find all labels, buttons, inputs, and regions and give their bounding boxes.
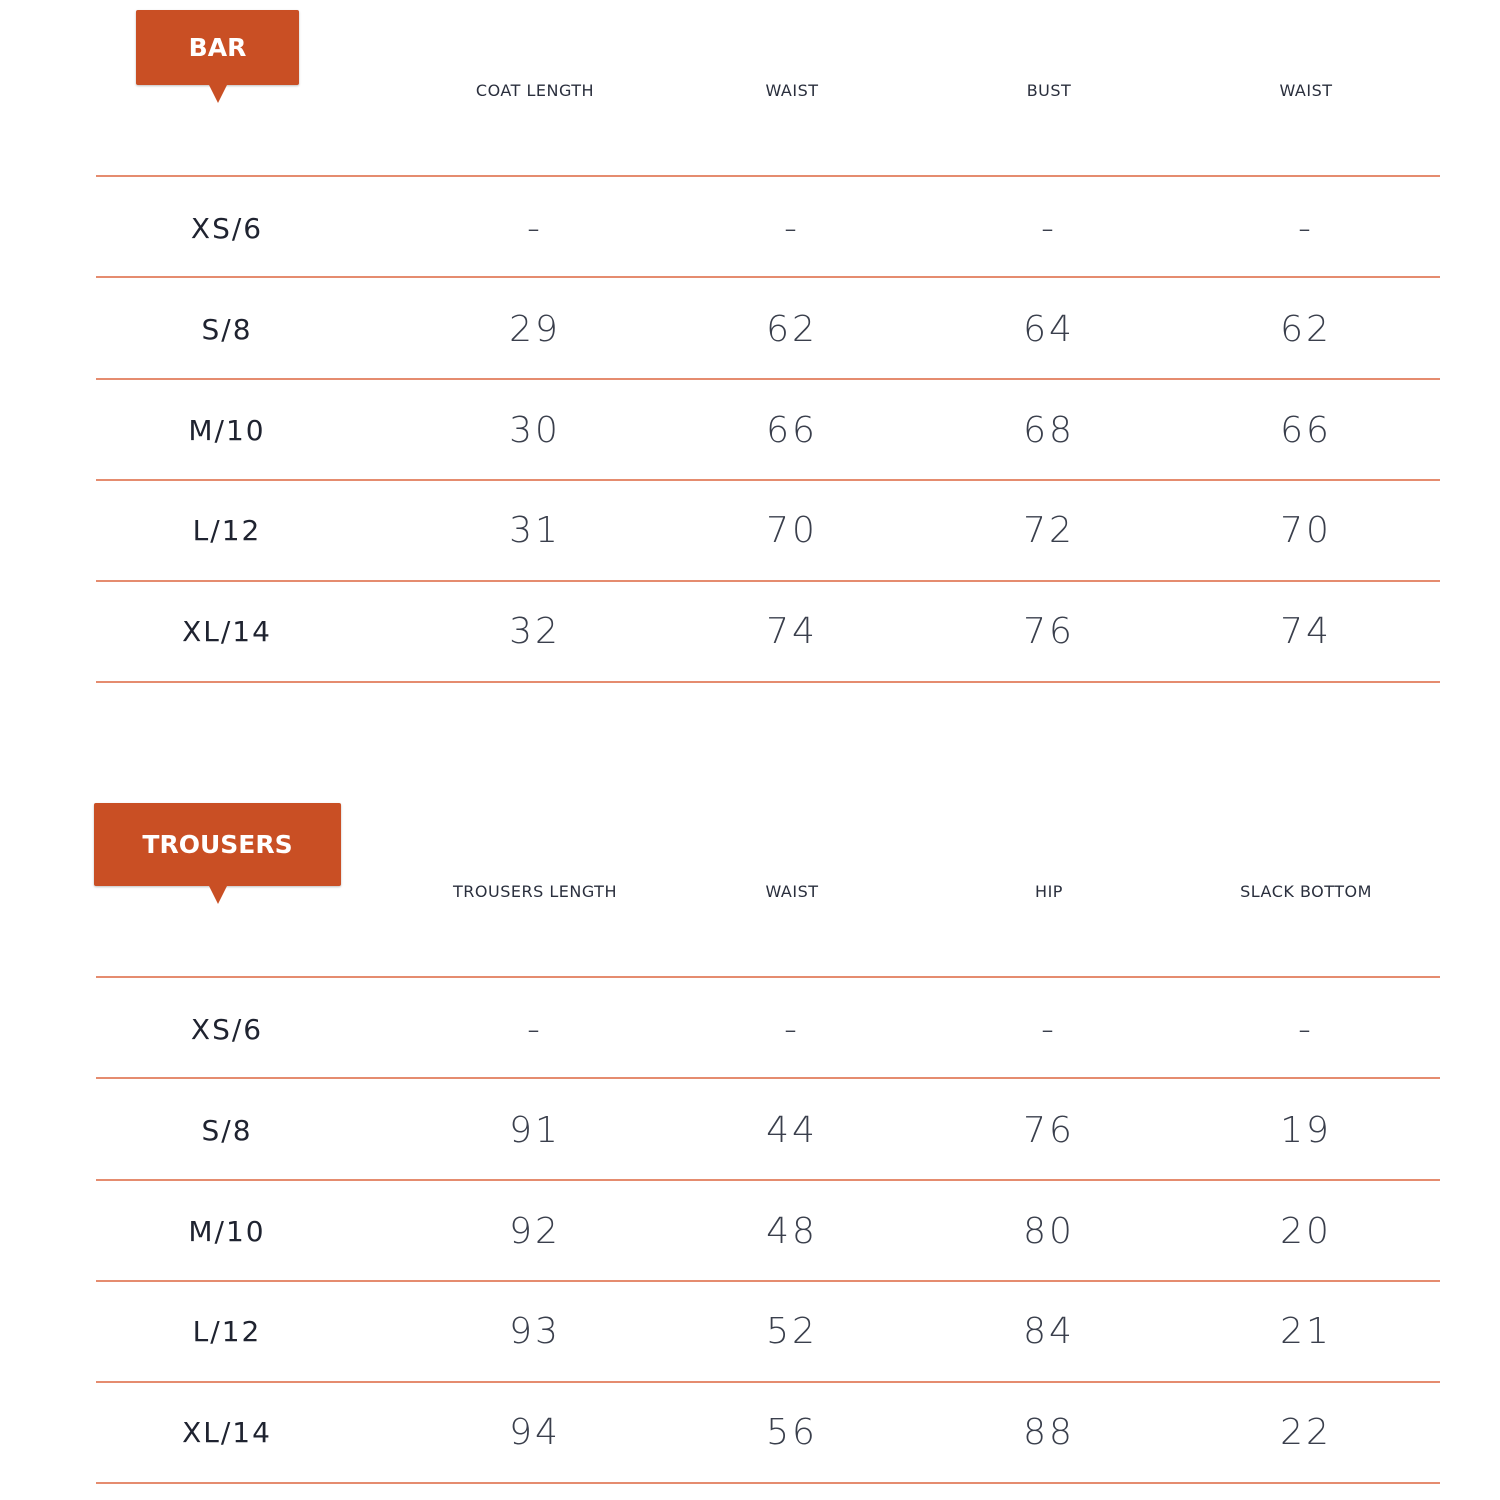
hip-value: 88 xyxy=(1023,1411,1075,1453)
hip-value: 80 xyxy=(1023,1210,1075,1252)
size-label: L/12 xyxy=(192,513,262,547)
trousers-length-value: 93 xyxy=(509,1310,561,1352)
waist-value: 74 xyxy=(1280,610,1332,652)
waist-value: 56 xyxy=(766,1411,818,1453)
trousers-size-table xyxy=(0,801,1500,1491)
waist-value: - xyxy=(784,207,800,249)
waist-value: 66 xyxy=(766,409,818,451)
waist-value: - xyxy=(784,1008,800,1050)
trousers-length-value: 91 xyxy=(509,1109,561,1151)
table-row xyxy=(0,581,1500,681)
waist-value: 70 xyxy=(1280,509,1332,551)
divider xyxy=(96,1482,1440,1484)
waist-value: 74 xyxy=(766,610,818,652)
table-row xyxy=(0,1281,1500,1381)
slack-bottom-value: 20 xyxy=(1280,1210,1332,1252)
bar-header-waist-2: WAIST xyxy=(1279,80,1333,100)
trousers-header-slack-bottom: SLACK BOTTOM xyxy=(1240,881,1372,901)
waist-value: - xyxy=(1298,207,1314,249)
divider xyxy=(96,276,1440,278)
slack-bottom-value: - xyxy=(1298,1008,1314,1050)
table-row xyxy=(0,1080,1500,1180)
trousers-header-waist: WAIST xyxy=(765,881,819,901)
waist-value: 48 xyxy=(766,1210,818,1252)
hip-value: - xyxy=(1041,1008,1057,1050)
trousers-length-value: 92 xyxy=(509,1210,561,1252)
table-row xyxy=(0,979,1500,1079)
waist-value: 52 xyxy=(766,1310,818,1352)
bar-tag-label: BAR xyxy=(188,33,247,62)
size-label: S/8 xyxy=(201,312,253,346)
trousers-tag-label: TROUSERS xyxy=(142,830,293,859)
size-label: M/10 xyxy=(188,1214,266,1248)
slack-bottom-value: 22 xyxy=(1280,1411,1332,1453)
table-row xyxy=(0,380,1500,480)
table-row xyxy=(0,279,1500,379)
bar-tag xyxy=(136,10,299,85)
coat-length-value: 31 xyxy=(509,509,561,551)
trousers-header-hip: HIP xyxy=(1035,881,1063,901)
bust-value: 76 xyxy=(1023,610,1075,652)
coat-length-value: 30 xyxy=(509,409,561,451)
waist-value: 62 xyxy=(766,308,818,350)
coat-length-value: 29 xyxy=(509,308,561,350)
coat-length-value: 32 xyxy=(509,610,561,652)
size-label: XL/14 xyxy=(182,614,272,648)
bar-size-table xyxy=(0,0,1500,690)
waist-value: 62 xyxy=(1280,308,1332,350)
size-label: L/12 xyxy=(192,1314,262,1348)
bust-value: 72 xyxy=(1023,509,1075,551)
size-label: XL/14 xyxy=(182,1415,272,1449)
trousers-length-value: - xyxy=(527,1008,543,1050)
size-label: XS/6 xyxy=(190,1012,264,1046)
divider xyxy=(96,175,1440,177)
waist-value: 70 xyxy=(766,509,818,551)
trousers-tag xyxy=(94,803,341,886)
hip-value: 76 xyxy=(1023,1109,1075,1151)
trousers-length-value: 94 xyxy=(509,1411,561,1453)
divider xyxy=(96,1077,1440,1079)
waist-value: 44 xyxy=(766,1109,818,1151)
size-label: XS/6 xyxy=(190,211,264,245)
table-row xyxy=(0,178,1500,278)
slack-bottom-value: 21 xyxy=(1280,1310,1332,1352)
bar-header-waist: WAIST xyxy=(765,80,819,100)
waist-value: 66 xyxy=(1280,409,1332,451)
table-row xyxy=(0,1382,1500,1482)
bar-header-coat-length: COAT LENGTH xyxy=(475,80,595,100)
coat-length-value: - xyxy=(527,207,543,249)
table-row xyxy=(0,480,1500,580)
bust-value: - xyxy=(1041,207,1057,249)
divider xyxy=(96,681,1440,683)
trousers-header-length: TROUSERS LENGTH xyxy=(453,881,617,901)
bar-header-bust: BUST xyxy=(1026,80,1072,100)
hip-value: 84 xyxy=(1023,1310,1075,1352)
slack-bottom-value: 19 xyxy=(1280,1109,1332,1151)
size-label: M/10 xyxy=(188,413,266,447)
size-label: S/8 xyxy=(201,1113,253,1147)
bust-value: 64 xyxy=(1023,308,1075,350)
table-row xyxy=(0,1181,1500,1281)
bust-value: 68 xyxy=(1023,409,1075,451)
divider xyxy=(96,976,1440,978)
